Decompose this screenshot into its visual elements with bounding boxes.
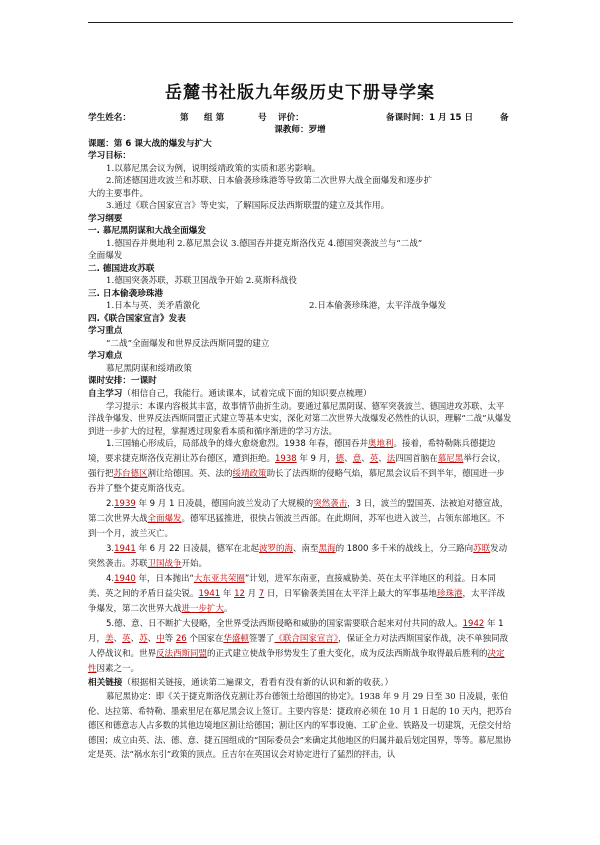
text: 、: [344, 453, 353, 464]
answer-fill: 绥靖政策: [232, 468, 267, 479]
answer-fill: 慕尼黑: [437, 453, 464, 464]
worksheet-content: [88, 112, 512, 762]
answer-fill: 苏联: [473, 543, 491, 554]
selfstudy-intro: （相信自己，我能行。通读课本，试着完成下面的知识要点梳理）: [122, 388, 372, 399]
links-note: （根据相关链接，通读第二遍课文，看看有没有新的认识和新的收获。）: [122, 677, 394, 688]
text: 等: [164, 633, 176, 644]
text: 助长了法西斯的侵略气焰，慕尼黑会议后不到半年，德国进一步吞并了整个捷克斯洛伐克。: [88, 468, 505, 494]
paragraph-3: [88, 542, 512, 572]
links-line: [88, 677, 512, 690]
prep-label: 备: [500, 113, 509, 123]
text: 。接着，希特勒陈兵德捷边境，要求捷克斯洛伐克割让苏台德区，遭到拒绝。: [88, 438, 496, 464]
prep-time-label: 备课时间：1 月 15 日: [386, 113, 474, 123]
text: 3.: [106, 543, 115, 554]
goal-item: 1.以慕尼黑会议为例，说明绥靖政策的实质和恶劣影响。: [106, 163, 321, 174]
answer-fill: 突然袭击: [313, 498, 348, 509]
key-heading: 学习重点: [88, 326, 123, 336]
text: 开始。: [181, 558, 208, 569]
text: 年，日本抛出“: [135, 573, 194, 584]
difficulty-heading: 学习难点: [88, 351, 123, 361]
student-name-label: 学生姓名：: [88, 113, 131, 123]
eval-label: 评价：: [278, 113, 304, 123]
outline-item: 1.德国吞并奥地利 2.慕尼黑会议 3.德国吞并捷克斯洛伐克 4.德国突袭波兰与“二战”: [106, 238, 423, 249]
text: 4.: [106, 573, 115, 584]
answer-fill: 进一步扩大: [181, 603, 225, 614]
text: 1.三国轴心形成后，局部战争的烽火愈烧愈烈。1938 年春，德国吞并: [106, 438, 368, 449]
links-heading: 相关链接: [88, 677, 123, 688]
teacher-line: 课教师：罗增: [274, 125, 326, 135]
answer-fill: 华盛顿: [223, 633, 249, 644]
answer-fill: 黑海: [318, 543, 336, 554]
text: 割让给德国。英、法的: [147, 468, 233, 479]
study-tip: 学习提示：本课内容极其丰富，故事情节曲折生动。要通过慕尼黑阴谋、德军突袭波兰、德国进攻苏联、太平洋战争爆发、世界反法西斯同盟正式建立等基本史实，深化对第二次世界大战爆发必然性的认识，理解“二战”从爆发到进一步扩大的过程，掌握透过现象看本质和循序渐进的学习方法。: [88, 401, 512, 436]
outline-section-2: 二. 德国进攻苏联: [88, 263, 155, 274]
text: 年 1 月，: [88, 618, 504, 644]
paragraph-2: [88, 497, 512, 542]
text: 签署了: [248, 633, 275, 644]
text: 、: [147, 633, 157, 644]
answer-fill: 大东亚共荣圈: [193, 573, 245, 584]
key-text: “二战”全面爆发和世界反法西斯同盟的建立: [106, 338, 270, 349]
answer-fill: 英: [122, 633, 131, 644]
outline-section-4: 四.《联合国家宣言》发表: [88, 313, 186, 324]
text: 年 6 月 22 日凌晨，德军在北起: [135, 543, 260, 554]
outline-item: 1.德国突袭苏联，苏联卫国战争开始 2.莫斯科战役: [106, 276, 298, 286]
outline-item: 1.日本与英、美矛盾激化: [106, 301, 201, 311]
paragraph-4: [88, 572, 512, 617]
lesson-title: 课题：第 6 课大战的爆发与扩大: [88, 138, 212, 149]
answer-fill: 1939: [114, 498, 136, 509]
answer-fill: 德: [335, 453, 345, 464]
text: 举行会议，强行把: [88, 453, 506, 479]
answer-fill: 反法西斯同盟: [156, 648, 208, 659]
text: ，保证全力对法西斯国家作战，决不单独同敌人停战议和。世界: [88, 633, 509, 659]
text: ，3 日，波兰的盟国英、法被迫对德宣战，第二次世界大战: [88, 498, 509, 524]
links-text: 慕尼黑协定：即《关于捷克斯洛伐克割让苏台德领土给德国的协定》。1938 年 9 月 29 日至 30 日凌晨，张伯伦、达拉第、希特勒、墨索里尼在慕尼黑会议上签订。主要内容是：捷政府必须在 10 月 1 日起的 10 天内，把苏台德区和德意志人占多数的其他边境地区割让给德国；割让区内的军事设施、工矿企业、铁路及一切建筑，无偿交付给德国；成立由英、法、德、意、捷五国组成的“国际委员会”来确定其他地区的归属并最后划定国界，等等。慕尼黑协定是英、法“祸水东引”政策的顶点。丘吉尔在英国议会对协定进行了猛烈的抨击，认: [88, 691, 512, 760]
outline-section-1: 一. 慕尼黑阴谋和大战全面爆发: [88, 226, 206, 236]
text: 年 9 月，: [296, 453, 336, 464]
text: 的 1800 多千米的战线上，分三路向: [335, 543, 474, 554]
answer-fill: 法: [386, 453, 396, 464]
answer-fill: 苏: [139, 633, 148, 644]
goals-heading: 学习目标：: [88, 151, 131, 161]
answer-fill: 12: [234, 588, 245, 599]
outline-heading: 学习纲要: [88, 213, 123, 224]
answer-fill: 1940: [114, 573, 136, 584]
text: 日，日军偷袭美国在太平洋上最大的军事基地: [264, 588, 437, 599]
group-number-label: 组 第: [204, 113, 225, 123]
text: 因素之一。: [96, 663, 140, 674]
text: 。: [224, 603, 233, 614]
goal-item: 大的主要事件。: [88, 188, 149, 199]
answer-fill: 珍珠港: [436, 588, 463, 599]
text: 、: [130, 633, 140, 644]
answer-fill: 26: [175, 633, 187, 644]
answer-fill: 苏台德区: [113, 468, 148, 479]
text: 5.德、意、日不断扩大侵略，全世界受法西斯侵略和威胁的国家需要联合起来对付共同的敌人。: [106, 618, 463, 629]
schedule: 课时安排：一课时: [88, 376, 157, 386]
difficulty-text: 慕尼黑阴谋和绥靖政策: [106, 363, 192, 374]
answer-fill: 奥地利: [367, 438, 394, 449]
answer-fill: 1942: [462, 618, 485, 629]
number-label: 号: [258, 113, 267, 123]
answer-fill: 7: [258, 588, 265, 599]
text: 四国首脑在: [395, 453, 438, 464]
group-label: 第: [180, 113, 189, 123]
outline-item: 全面爆发: [88, 251, 123, 261]
answer-fill: 波罗的海: [259, 543, 294, 554]
text: ，太平洋战争爆发，第二次世界大战: [88, 588, 505, 614]
answer-fill: 卫国战争: [147, 558, 182, 569]
answer-fill: 1941: [198, 588, 221, 599]
answer-fill: 美: [105, 633, 114, 644]
selfstudy-line: [88, 388, 512, 401]
answer-fill: 《联合国家宣言》: [274, 633, 339, 644]
text: 、: [361, 453, 370, 464]
text: 、: [113, 633, 123, 644]
text: 月: [244, 588, 259, 599]
text: 、: [378, 453, 387, 464]
paragraph-5: [88, 617, 512, 677]
selfstudy-heading: 自主学习: [88, 388, 123, 399]
text: 2.: [106, 498, 115, 509]
answer-fill: 全面爆发: [147, 513, 182, 524]
top-rule: [88, 22, 513, 23]
text: 、南至: [293, 543, 319, 554]
goal-item: 3.通过《联合国家宣言》等史实，了解国际反法西斯联盟的建立及其作用。: [106, 201, 390, 211]
text: 的正式建立使战争形势发生了重大变化，成为反法西斯战争取得最后胜利的: [207, 648, 488, 659]
answer-fill: 1938: [275, 453, 297, 464]
text: 个国家在: [186, 633, 224, 644]
answer-fill: 1941: [114, 543, 136, 554]
text: 发动突然袭击。苏联: [88, 543, 508, 569]
text: 年: [220, 588, 235, 599]
answer-fill: 英: [369, 453, 379, 464]
text: ”计划，进军东南亚，直接威胁美、英在太平洋地区的利益。日本同美、英之间的矛盾日益尖锐。: [88, 573, 496, 599]
text: 。德军迅猛推进，很快占领波兰西部。在此期间，苏军也进入波兰，占领东部地区。不到一个月，波兰灭亡。: [88, 513, 505, 539]
text: 年 9 月 1 日凌晨，德国向波兰发动了大规模的: [135, 498, 314, 509]
goal-item: 2.简述德国进攻波兰和苏联、日本偷袭珍珠港等导致第二次世界大战全面爆发和逐步扩: [106, 176, 433, 186]
answer-fill: 意: [352, 453, 362, 464]
outline-section-3: 三. 日本偷袭珍珠港: [88, 288, 164, 299]
paragraph-1: [88, 437, 512, 497]
header-row: [88, 112, 512, 124]
answer-fill: 中: [156, 633, 165, 644]
outline-item-row: [88, 300, 512, 313]
page-title: 岳麓书社版九年级历史下册导学案: [165, 83, 435, 103]
outline-item: 2.日本偷袭珍珠港，太平洋战争爆发: [309, 301, 447, 311]
answer-fill: 决定性: [88, 648, 505, 674]
